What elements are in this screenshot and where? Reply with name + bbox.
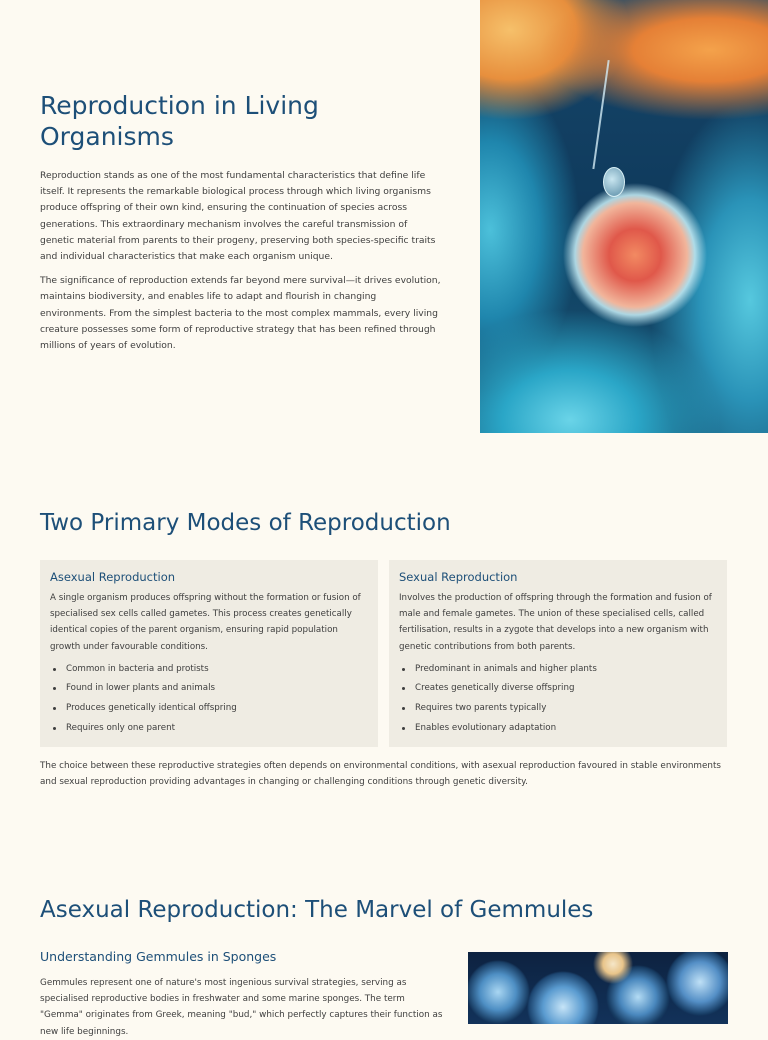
list-item: Requires only one parent [50, 719, 368, 739]
asexual-card-description: A single organism produces offspring without the formation or fusion of specialised sex cells called gametes. This process creates genetically identical copies of the parent organism, ensuring rapid population growth under favourable conditions. [50, 593, 361, 652]
sexual-card-description: Involves the production of offspring through the formation and fusion of male and female gametes. The union of these specialised cells, called fertilisation, results in a zygote that develops into a new organism with genetic contributions from both parents. [399, 593, 712, 652]
list-item: Produces genetically identical offspring [50, 699, 368, 719]
intro-text [40, 168, 442, 362]
sexual-card-title: Sexual Reproduction [399, 570, 518, 584]
sexual-points-list [399, 660, 717, 738]
gemmules-paragraph: Gemmules represent one of nature's most ingenious survival strategies, serving as specialised reproductive bodies in freshwater and some marine sponges. The term "Gemma" originates from Greek, meaning "bud," which perfectly captures their function as new life beginnings. [40, 978, 443, 1037]
fertilisation-image [480, 0, 768, 433]
list-item: Creates genetically diverse offspring [399, 679, 717, 699]
page-title: Reproduction in Living Organisms [40, 91, 319, 151]
list-item: Found in lower plants and animals [50, 679, 368, 699]
list-item: Enables evolutionary adaptation [399, 719, 717, 739]
sperm-head-illustration [603, 167, 625, 197]
gemmules-image [468, 952, 728, 1024]
gemmules-subheading: Understanding Gemmules in Sponges [40, 949, 277, 964]
list-item: Common in bacteria and protists [50, 660, 368, 680]
asexual-points-list [50, 660, 368, 738]
asexual-card [40, 560, 378, 747]
list-item: Predominant in animals and higher plants [399, 660, 717, 680]
intro-paragraph: The significance of reproduction extends far beyond mere survival—it drives evolution, maintains biodiversity, and enables life to adapt and flourish in changing environments. From the simplest bacteria to the most complex mammals, every living creature possesses some form of reproductive strategy that has been refined through millions of years of evolution. [40, 275, 441, 352]
modes-summary: The choice between these reproductive strategies often depends on environmental conditions, with asexual reproduction favoured in stable environments and sexual reproduction providing advantages in changing or challenging conditions through genetic diversity. [40, 761, 722, 788]
intro-paragraph: Reproduction stands as one of the most fundamental characteristics that define life itself. It represents the remarkable biological process through which living organisms produce offspring of their own kind, ensuring the continuation of species across generations. This extraordinary mechanism involves the careful transmission of genetic material from parents to their progeny, preserving both species-specific traits and individual characteristics that make each organism unique. [40, 170, 436, 263]
modes-heading: Two Primary Modes of Reproduction [40, 510, 451, 536]
gemmules-heading: Asexual Reproduction: The Marvel of Gemmules [40, 897, 594, 923]
sexual-card [389, 560, 727, 747]
list-item: Requires two parents typically [399, 699, 717, 719]
asexual-card-title: Asexual Reproduction [50, 570, 176, 584]
